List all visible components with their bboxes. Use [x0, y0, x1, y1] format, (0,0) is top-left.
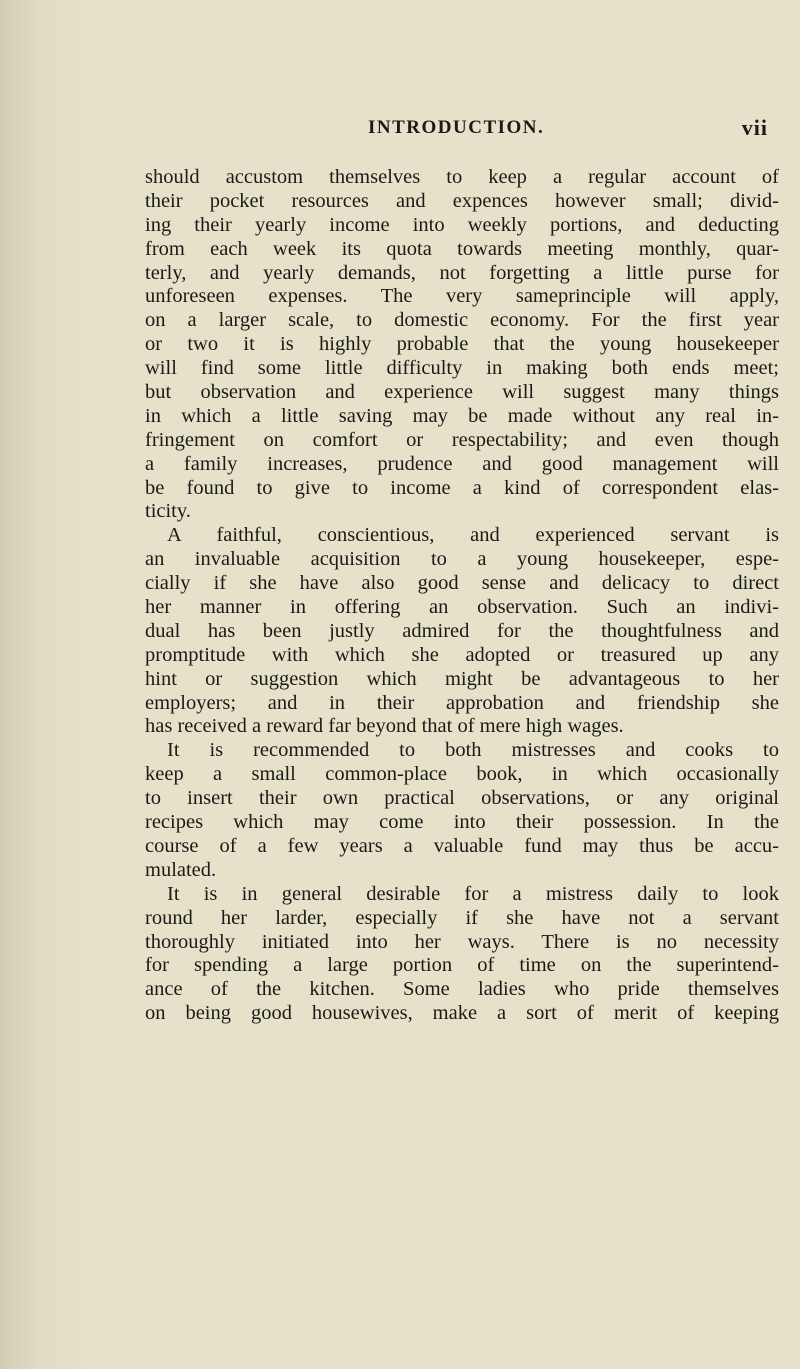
- text-line: will find some little difficulty in making both ends meet;: [145, 357, 779, 380]
- text-line: but observation and experience will suggest many things: [145, 381, 779, 404]
- text-line: It is in general desirable for a mistress daily to look: [167, 882, 779, 905]
- text-line: cially if she have also good sense and delicacy to direct: [145, 572, 779, 595]
- text-line: to insert their own practical observations, or any original: [145, 787, 779, 810]
- body-text: [145, 166, 779, 1026]
- text-line: It is recommended to both mistresses and cooks to: [167, 739, 779, 762]
- text-line: her manner in offering an observation. Such an indivi-: [145, 596, 779, 619]
- text-line: terly, and yearly demands, not forgetting a little purse for: [145, 261, 779, 284]
- text-line: promptitude with which she adopted or treasured up any: [145, 643, 779, 666]
- text-line: employers; and in their approbation and friendship she: [145, 691, 779, 714]
- text-line: an invaluable acquisition to a young housekeeper, espe-: [145, 548, 779, 571]
- text-line: thoroughly initiated into her ways. There is no necessity: [145, 930, 779, 953]
- text-line: on being good housewives, make a sort of merit of keeping: [145, 1002, 779, 1025]
- text-line: hint or suggestion which might be advantageous to her: [145, 667, 779, 690]
- page-number: vii: [741, 115, 768, 140]
- running-head-title: INTRODUCTION.: [368, 117, 545, 138]
- text-line: mulated.: [145, 858, 217, 881]
- running-head: [150, 117, 772, 147]
- text-line: A faithful, conscientious, and experienced servant is: [167, 524, 779, 547]
- text-line: for spending a large portion of time on the superintend-: [145, 954, 779, 977]
- text-line: dual has been justly admired for the thoughtfulness and: [145, 619, 779, 642]
- text-line: from each week its quota towards meeting monthly, quar-: [145, 237, 779, 260]
- text-line: unforeseen expenses. The very sameprinciple will apply,: [145, 285, 779, 308]
- text-line: their pocket resources and expences however small; divid-: [145, 189, 779, 212]
- text-line: ance of the kitchen. Some ladies who pride themselves: [145, 978, 779, 1001]
- text-line: course of a few years a valuable fund may thus be accu-: [145, 834, 779, 857]
- text-line: recipes which may come into their possession. In the: [145, 811, 779, 834]
- text-line: or two it is highly probable that the young housekeeper: [145, 333, 779, 356]
- text-line: fringement on comfort or respectability; and even though: [145, 428, 779, 451]
- text-line: in which a little saving may be made without any real in-: [145, 404, 779, 427]
- text-line: round her larder, especially if she have not a servant: [145, 906, 779, 929]
- text-line: keep a small common-place book, in which occasionally: [145, 763, 779, 786]
- text-line: has received a reward far beyond that of mere high wages.: [145, 715, 624, 738]
- text-line: should accustom themselves to keep a regular account of: [145, 166, 779, 188]
- text-line: ticity.: [145, 500, 191, 523]
- text-line: ing their yearly income into weekly portions, and deducting: [145, 213, 779, 236]
- text-line: be found to give to income a kind of correspondent elas-: [145, 476, 779, 499]
- text-line: on a larger scale, to domestic economy. For the first year: [145, 309, 779, 332]
- text-line: a family increases, prudence and good management will: [145, 452, 779, 475]
